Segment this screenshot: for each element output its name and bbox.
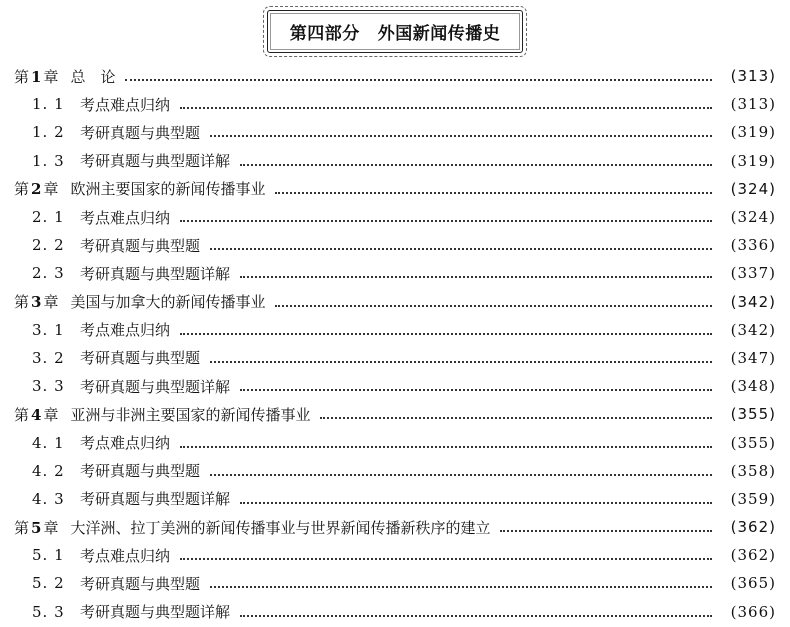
page-number: (313) xyxy=(730,95,776,114)
page-number: (319) xyxy=(730,151,776,170)
section-number: 1. 1 xyxy=(32,95,65,114)
dot-leader xyxy=(180,446,712,448)
entry-title: 考研真题与典型题详解 xyxy=(80,152,231,171)
chapter-number xyxy=(14,291,58,312)
toc-section-entry[interactable] xyxy=(14,428,776,456)
toc-chapter-entry[interactable] xyxy=(14,175,776,203)
toc-section-entry[interactable] xyxy=(14,231,776,259)
toc-section-entry[interactable] xyxy=(14,598,776,626)
dot-leader xyxy=(180,220,712,222)
page-number: (336) xyxy=(730,236,776,255)
section-number: 4. 2 xyxy=(32,461,65,480)
dot-leader xyxy=(210,586,712,588)
page-number: (365) xyxy=(730,574,776,593)
section-number: 5. 3 xyxy=(32,602,65,621)
chapter-number xyxy=(14,404,58,425)
toc-section-entry[interactable] xyxy=(14,90,776,118)
toc-section-entry[interactable] xyxy=(14,485,776,513)
entry-title: 考点难点归纳 xyxy=(80,95,171,114)
chapter-suffix: 章 xyxy=(43,293,59,312)
dot-leader xyxy=(240,615,712,617)
section-number: 1. 2 xyxy=(32,123,65,142)
page-number: (366) xyxy=(730,602,776,621)
page-number: (355) xyxy=(730,405,776,424)
section-number: 4. 1 xyxy=(32,433,65,452)
toc-section-entry[interactable] xyxy=(14,344,776,372)
toc-section-entry[interactable] xyxy=(14,259,776,287)
chapter-number xyxy=(14,66,58,87)
chapter-digit: 2 xyxy=(31,180,42,199)
page-number: (362) xyxy=(730,518,776,537)
dot-leader xyxy=(210,474,712,476)
entry-title: 大洋洲、拉丁美洲的新闻传播事业与世界新闻传播新秩序的建立 xyxy=(70,518,491,537)
dot-leader xyxy=(125,79,712,81)
page-number: (342) xyxy=(730,292,776,311)
toc-chapter-entry[interactable] xyxy=(14,400,776,428)
toc-chapter-entry[interactable] xyxy=(14,288,776,316)
section-number: 2. 2 xyxy=(32,236,65,255)
section-number: 3. 3 xyxy=(32,377,65,396)
toc-section-entry[interactable] xyxy=(14,118,776,146)
entry-title: 考研真题与典型题详解 xyxy=(80,490,231,509)
entry-title: 考研真题与典型题 xyxy=(80,574,201,593)
entry-title: 欧洲主要国家的新闻传播事业 xyxy=(70,180,266,199)
entry-title: 考研真题与典型题 xyxy=(80,123,201,142)
toc-chapter-entry[interactable] xyxy=(14,62,776,90)
entry-title: 考研真题与典型题详解 xyxy=(80,377,231,396)
page-number: (348) xyxy=(730,377,776,396)
chapter-number xyxy=(14,178,58,199)
entry-title: 亚洲与非洲主要国家的新闻传播事业 xyxy=(70,405,311,424)
table-of-contents xyxy=(14,62,776,626)
dot-leader xyxy=(240,502,712,504)
section-number: 2. 3 xyxy=(32,264,65,283)
chapter-suffix: 章 xyxy=(43,405,59,424)
section-number: 4. 3 xyxy=(32,489,65,508)
entry-title: 考研真题与典型题 xyxy=(80,236,201,255)
dot-leader xyxy=(210,361,712,363)
toc-section-entry[interactable] xyxy=(14,147,776,175)
toc-section-entry[interactable] xyxy=(14,316,776,344)
entry-title: 考点难点归纳 xyxy=(80,321,171,340)
page-number: (319) xyxy=(730,123,776,142)
toc-chapter-entry[interactable] xyxy=(14,513,776,541)
dot-leader xyxy=(210,248,712,250)
dot-leader xyxy=(180,333,712,335)
part-title-container xyxy=(0,10,790,53)
dot-leader xyxy=(275,305,712,307)
chapter-number xyxy=(14,517,58,538)
page-number: (324) xyxy=(730,208,776,227)
section-number: 2. 1 xyxy=(32,208,65,227)
page-number: (347) xyxy=(730,348,776,367)
chapter-digit: 3 xyxy=(31,293,42,312)
chapter-prefix: 第 xyxy=(14,518,30,537)
page-number: (324) xyxy=(730,179,776,198)
entry-title: 考点难点归纳 xyxy=(80,434,171,453)
dot-leader xyxy=(210,135,712,137)
dot-leader xyxy=(320,417,712,419)
chapter-suffix: 章 xyxy=(43,67,59,86)
dot-leader xyxy=(240,164,712,166)
section-number: 5. 2 xyxy=(32,574,65,593)
page-number: (313) xyxy=(730,67,776,86)
dot-leader xyxy=(240,276,712,278)
toc-section-entry[interactable] xyxy=(14,203,776,231)
page-number: (355) xyxy=(730,433,776,452)
chapter-digit: 5 xyxy=(31,518,42,537)
entry-title: 美国与加拿大的新闻传播事业 xyxy=(70,293,266,312)
chapter-prefix: 第 xyxy=(14,67,30,86)
chapter-digit: 1 xyxy=(31,67,42,86)
toc-section-entry[interactable] xyxy=(14,569,776,597)
page-number: (362) xyxy=(730,546,776,565)
part-title-frame xyxy=(267,10,524,53)
dot-leader xyxy=(180,558,712,560)
chapter-prefix: 第 xyxy=(14,293,30,312)
page-number: (358) xyxy=(730,461,776,480)
entry-title: 考研真题与典型题 xyxy=(80,462,201,481)
section-number: 3. 2 xyxy=(32,348,65,367)
section-number: 5. 1 xyxy=(32,546,65,565)
toc-section-entry[interactable] xyxy=(14,541,776,569)
chapter-suffix: 章 xyxy=(43,180,59,199)
dot-leader xyxy=(240,389,712,391)
entry-title: 考研真题与典型题 xyxy=(80,349,201,368)
page-number: (342) xyxy=(730,320,776,339)
part-number: 第四部分 xyxy=(289,24,360,44)
toc-section-entry[interactable] xyxy=(14,457,776,485)
part-name: 外国新闻传播史 xyxy=(377,24,501,44)
section-number: 1. 3 xyxy=(32,151,65,170)
dot-leader xyxy=(180,107,712,109)
chapter-prefix: 第 xyxy=(14,405,30,424)
entry-title: 总 论 xyxy=(70,67,116,86)
page-number: (359) xyxy=(730,489,776,508)
chapter-prefix: 第 xyxy=(14,180,30,199)
entry-title: 考研真题与典型题详解 xyxy=(80,264,231,283)
entry-title: 考研真题与典型题详解 xyxy=(80,603,231,622)
dot-leader xyxy=(275,192,712,194)
entry-title: 考点难点归纳 xyxy=(80,546,171,565)
entry-title: 考点难点归纳 xyxy=(80,208,171,227)
section-number: 3. 1 xyxy=(32,320,65,339)
dot-leader xyxy=(500,530,712,532)
page-number: (337) xyxy=(730,264,776,283)
toc-section-entry[interactable] xyxy=(14,372,776,400)
chapter-suffix: 章 xyxy=(43,518,59,537)
chapter-digit: 4 xyxy=(31,405,42,424)
